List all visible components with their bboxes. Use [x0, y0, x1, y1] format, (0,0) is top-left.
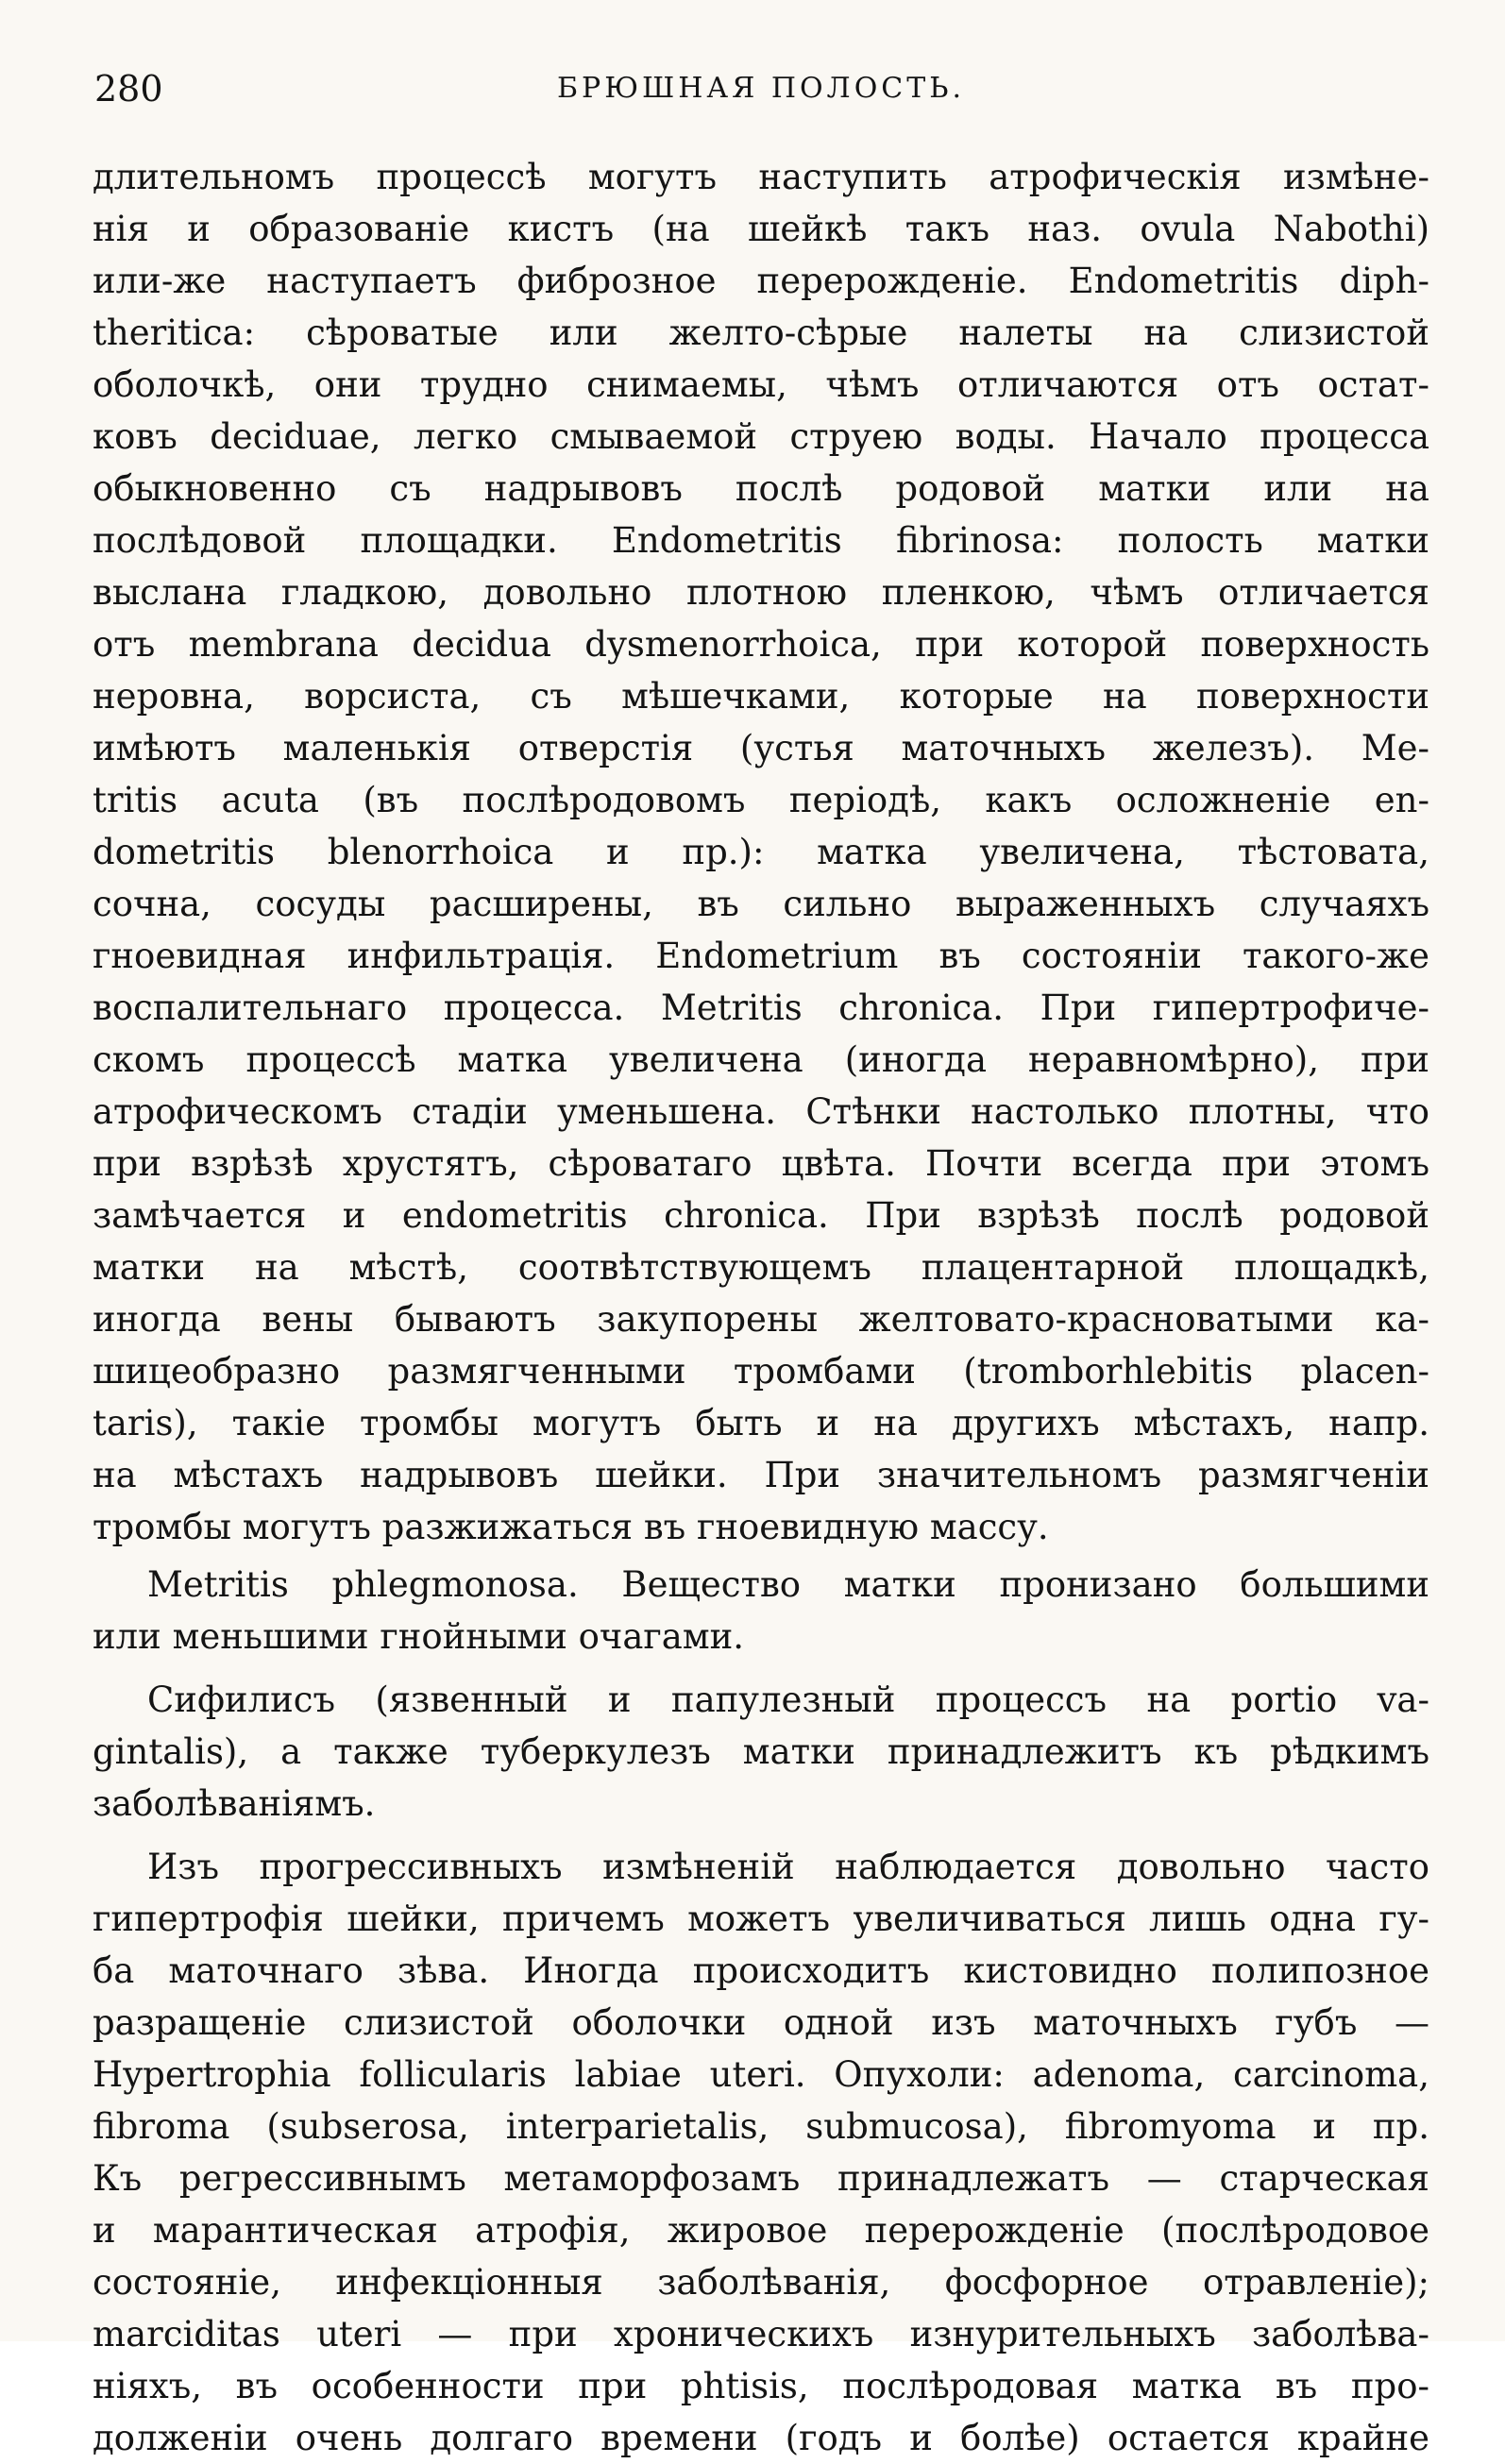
text-line: гипертрофія шейки, причемъ можетъ увеличиваться лишь одна гу- [93, 1899, 1429, 1939]
text-line: обыкновенно съ надрывовъ послѣ родовой матки или на [93, 468, 1429, 509]
text-line: marciditas uteri — при хроническихъ изнурительныхъ заболѣва- [93, 2314, 1429, 2354]
text-line: или-же наступаетъ фиброзное перерожденіе. Endometritis diph- [93, 261, 1429, 301]
page-header [94, 60, 1428, 117]
text-line: атрофическомъ стадіи уменьшена. Стѣнки настолько плотны, что [93, 1091, 1429, 1132]
paragraph [93, 1674, 1429, 1830]
text-line: выслана гладкою, довольно плотною пленкою, чѣмъ отличается [93, 572, 1429, 613]
text-line: заболѣваніямъ. [93, 1783, 376, 1824]
text-line: иногда вены бываютъ закупорены желтовато-красноватыми ка- [93, 1299, 1429, 1340]
text-line: при взрѣзѣ хрустятъ, сѣроватаго цвѣта. Почти всегда при этомъ [93, 1143, 1429, 1184]
text-line: taris), такіе тромбы могутъ быть и на другихъ мѣстахъ, напр. [93, 1403, 1429, 1443]
text-line: воспалительнаго процесса. Metritis chronica. При гипертрофиче- [93, 987, 1429, 1028]
text-line: замѣчается и endometritis chronica. При взрѣзѣ послѣ родовой [93, 1195, 1429, 1236]
text-line: theritica: сѣроватые или желто-сѣрые налеты на слизистой [93, 312, 1429, 353]
text-line: послѣдовой площадки. Endometritis fibrinosa: полость матки [93, 520, 1429, 561]
running-title: БРЮШНАЯ ПОЛОСТЬ. [556, 72, 965, 105]
text-line: Сифилисъ (язвенный и папулезный процессъ на portio va- [147, 1679, 1429, 1720]
text-line: ба маточнаго зѣва. Иногда происходитъ кистовидно полипозное [93, 1950, 1429, 1991]
text-line: гноевидная инфильтрація. Endometrium въ состояніи такого-же [93, 936, 1429, 976]
text-line: ковъ deciduae, легко смываемой струею воды. Начало процесса [93, 416, 1429, 457]
text-line: неровна, ворсиста, съ мѣшечками, которые на поверхности [93, 676, 1429, 717]
text-line: шицеобразно размягченными тромбами (tromborhlebitis placen- [93, 1351, 1429, 1392]
text-line: или меньшими гнойными очагами. [93, 1616, 745, 1657]
text-line: tritis acuta (въ послѣродовомъ періодѣ, какъ осложненіе en- [93, 780, 1429, 820]
body-text [93, 151, 1429, 2464]
text-line: тромбы могутъ разжижаться въ гноевидную массу. [93, 1507, 1049, 1547]
text-line: состояніе, инфекціонныя заболѣванія, фосфорное отравленіе); [93, 2262, 1429, 2303]
text-line: dometritis blenorrhoica и пр.): матка увеличена, тѣстовата, [93, 832, 1429, 872]
text-line: долженіи очень долгаго времени (годъ и болѣе) остается крайне [93, 2418, 1429, 2458]
text-line: и марантическая атрофія, жировое перерожденіе (послѣродовое [93, 2210, 1429, 2251]
text-line: оболочкѣ, они трудно снимаемы, чѣмъ отличаются отъ остат- [93, 364, 1429, 405]
paragraph [93, 1559, 1429, 1662]
text-line: отъ membrana decidua dysmenorrhoica, при которой поверхность [93, 624, 1429, 665]
page-number: 280 [94, 68, 163, 110]
text-line: fibroma (subserosa, interparietalis, submucosa), fibromyoma и пр. [93, 2106, 1429, 2147]
text-line: gintalis), а также туберкулезъ матки принадлежитъ къ рѣдкимъ [93, 1731, 1429, 1772]
text-line: сочна, сосуды расширены, въ сильно выраженныхъ случаяхъ [93, 884, 1429, 924]
text-line: Къ регрессивнымъ метаморфозамъ принадлежатъ — старческая [93, 2158, 1429, 2199]
text-line: нія и образованіе кистъ (на шейкѣ такъ наз. ovula Nabothi) [93, 209, 1429, 249]
paragraph [93, 1841, 1429, 2464]
text-line: имѣютъ маленькія отверстія (устья маточныхъ железъ). Me- [93, 728, 1429, 768]
text-line: Metritis phlegmonosa. Вещество матки пронизано большими [147, 1564, 1429, 1605]
text-line: Hypertrophia follicularis labiae uteri. Опухоли: adenoma, carcinoma, [93, 2054, 1429, 2095]
text-line: матки на мѣстѣ, соотвѣтствующемъ плацентарной площадкѣ, [93, 1247, 1429, 1288]
text-line: скомъ процессѣ матка увеличена (иногда неравномѣрно), при [93, 1039, 1429, 1080]
text-line: Изъ прогрессивныхъ измѣненій наблюдается довольно часто [147, 1847, 1429, 1887]
text-line: длительномъ процессѣ могутъ наступить атрофическія измѣне- [93, 157, 1429, 197]
text-line: ніяхъ, въ особенности при phtisis, послѣродовая матка въ про- [93, 2366, 1429, 2406]
text-line: разращеніе слизистой оболочки одной изъ маточныхъ губъ — [93, 2002, 1429, 2043]
text-line: на мѣстахъ надрывовъ шейки. При значительномъ размягченіи [93, 1455, 1429, 1495]
paragraph [93, 151, 1429, 1553]
